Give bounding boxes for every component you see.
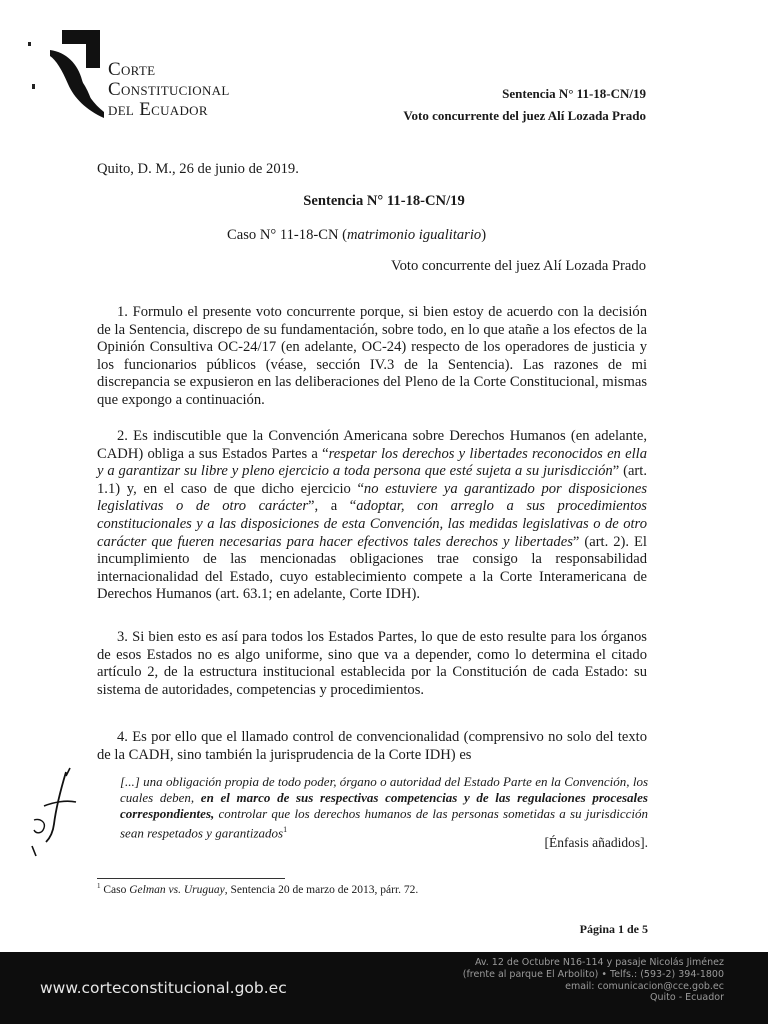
paragraph-2 — [97, 428, 647, 604]
footer-email[interactable]: email: comunicacion@cce.gob.ec — [565, 980, 724, 992]
quote-text-a: [...] una obligación propia de todo poder, órgano o autoridad del Estado Parte en la Convención, los cuales deben, — [120, 774, 648, 805]
case-suffix: ) — [481, 227, 487, 243]
quote-text-c: controlar que los derechos humanos de las personas sometidas a su jurisdicción sean respetados y garantizados — [120, 806, 648, 841]
paragraph-1: 1. Formulo el presente voto concurrente porque, si bien estoy de acuerdo con la decisión de la Sentencia, discrepo de su fundamentación, sobre todo, en lo que atañe a los efectos de la Opinión Consultiva OC-24/17 (en adelante, OC-24) respecto de los operadores de justicia y los funcionarios públicos (véase, sección IV.3 de la Sentencia). Las razones de mi discrepancia se expusieron en las deliberaciones del Pleno de la Corte Constitucional, mismas que expongo a continuación. — [97, 304, 647, 408]
emphasis-note: [Énfasis añadidos]. — [544, 835, 648, 850]
paragraph-3: 3. Si bien esto es así para todos los Estados Partes, lo que de esto resulte para los órganos de esos Estados no es algo uniforme, sino que va a depender, como lo determina el citado artículo 2, de la estructura institucional establecida por la Constitución de cada Estado: su sistema de autoridades, competencias y procedimientos. — [97, 629, 647, 698]
institution-name — [108, 60, 230, 120]
p2-text-e: ”, a “ — [308, 498, 357, 515]
header-vote-title: Voto concurrente del juez Alí Lozada Prado — [403, 108, 646, 123]
margin-mark-mid — [32, 84, 35, 89]
footnote-divider — [97, 878, 285, 879]
footer-address-line: Av. 12 de Octubre N16-114 y pasaje Nicolás Jiménez — [474, 957, 724, 968]
footer-address — [404, 957, 724, 1004]
page-of: de — [624, 922, 642, 936]
footnote-text-a: Caso — [100, 883, 130, 896]
case-name: matrimonio igualitario — [347, 227, 482, 243]
footer-address-line: Quito - Ecuador — [650, 992, 724, 1004]
initials-signature — [26, 762, 82, 858]
p2-text-g: ” (art. 2). El incumplimiento de las mencionadas obligaciones trae consigo la responsabilidad internacionalidad del Estado, cuyo establecimiento compete a la Corte Interamericana de Derechos Humanos (art. 63.1; en adelante, Corte IDH). — [97, 533, 647, 603]
footer-address-line: (frente al parque El Arbolito) • Telfs.: (593-2) 394-1800 — [462, 968, 724, 980]
institution-line-2: Constitucional — [108, 79, 230, 100]
case-line — [227, 227, 486, 244]
case-prefix: Caso N° 11-18-CN ( — [227, 227, 348, 243]
court-logo-mark — [42, 28, 104, 118]
page-current: 1 — [618, 922, 624, 936]
footnote — [97, 882, 418, 896]
footnote-case-name: Gelman vs. Uruguay — [129, 883, 225, 896]
footnote-text-c: , Sentencia 20 de marzo de 2013, párr. 72. — [224, 883, 419, 896]
page-number — [580, 922, 648, 937]
footer-bar — [0, 952, 768, 1024]
p2-quote-2: no estuviere ya garantizado por disposiciones legislativas o de otro carácter — [97, 480, 647, 515]
header-sentence-ref: Sentencia N° 11-18-CN/19 — [502, 86, 646, 101]
vote-line: Voto concurrente del juez Alí Lozada Prado — [390, 258, 646, 274]
institution-line-3: del Ecuador — [108, 99, 208, 120]
margin-mark-top — [28, 42, 31, 46]
footnote-ref: 1 — [283, 825, 288, 834]
page-total: 5 — [642, 922, 648, 936]
footer-website-link[interactable]: www.corteconstitucional.gob.ec — [40, 979, 287, 997]
p2-text-a: 2. Es indiscutible que la Convención Americana sobre Derechos Humanos (en adelante, CADH) obliga a sus Estados Partes a “ — [97, 428, 647, 462]
page-label: Página — [579, 922, 618, 936]
institution-line-1: Corte — [108, 59, 156, 80]
paragraph-4: 4. Es por ello que el llamado control de convencionalidad (comprensivo no solo del texto de la CADH, sino también la jurisprudencia de la Corte IDH) es — [97, 729, 647, 763]
quote-block — [120, 774, 648, 841]
p2-quote-1: respetar los derechos y libertades reconocidos en ella y a garantizar su libre y pleno ejercicio a toda persona que esté sujeta a su jurisdicción — [97, 445, 647, 480]
quote-emphasis: en el marco de sus respectivas competencias y de las regulaciones procesales correspondientes, — [120, 790, 648, 821]
footnote-number: 1 — [97, 882, 101, 890]
p2-quote-3: adoptar, con arreglo a sus procedimientos constitucionales y a las disposiciones de esta Convención, las medidas legislativas o de otro carácter que fueren necesarias para hacer efectivos tales derechos y libertades — [97, 498, 647, 550]
p2-text-c: ” (art. 1.1) y, en el caso de que dicho ejercicio “ — [97, 463, 647, 497]
document-title: Sentencia N° 11-18-CN/19 — [303, 193, 465, 209]
place-date: Quito, D. M., 26 de junio de 2019. — [97, 161, 299, 177]
